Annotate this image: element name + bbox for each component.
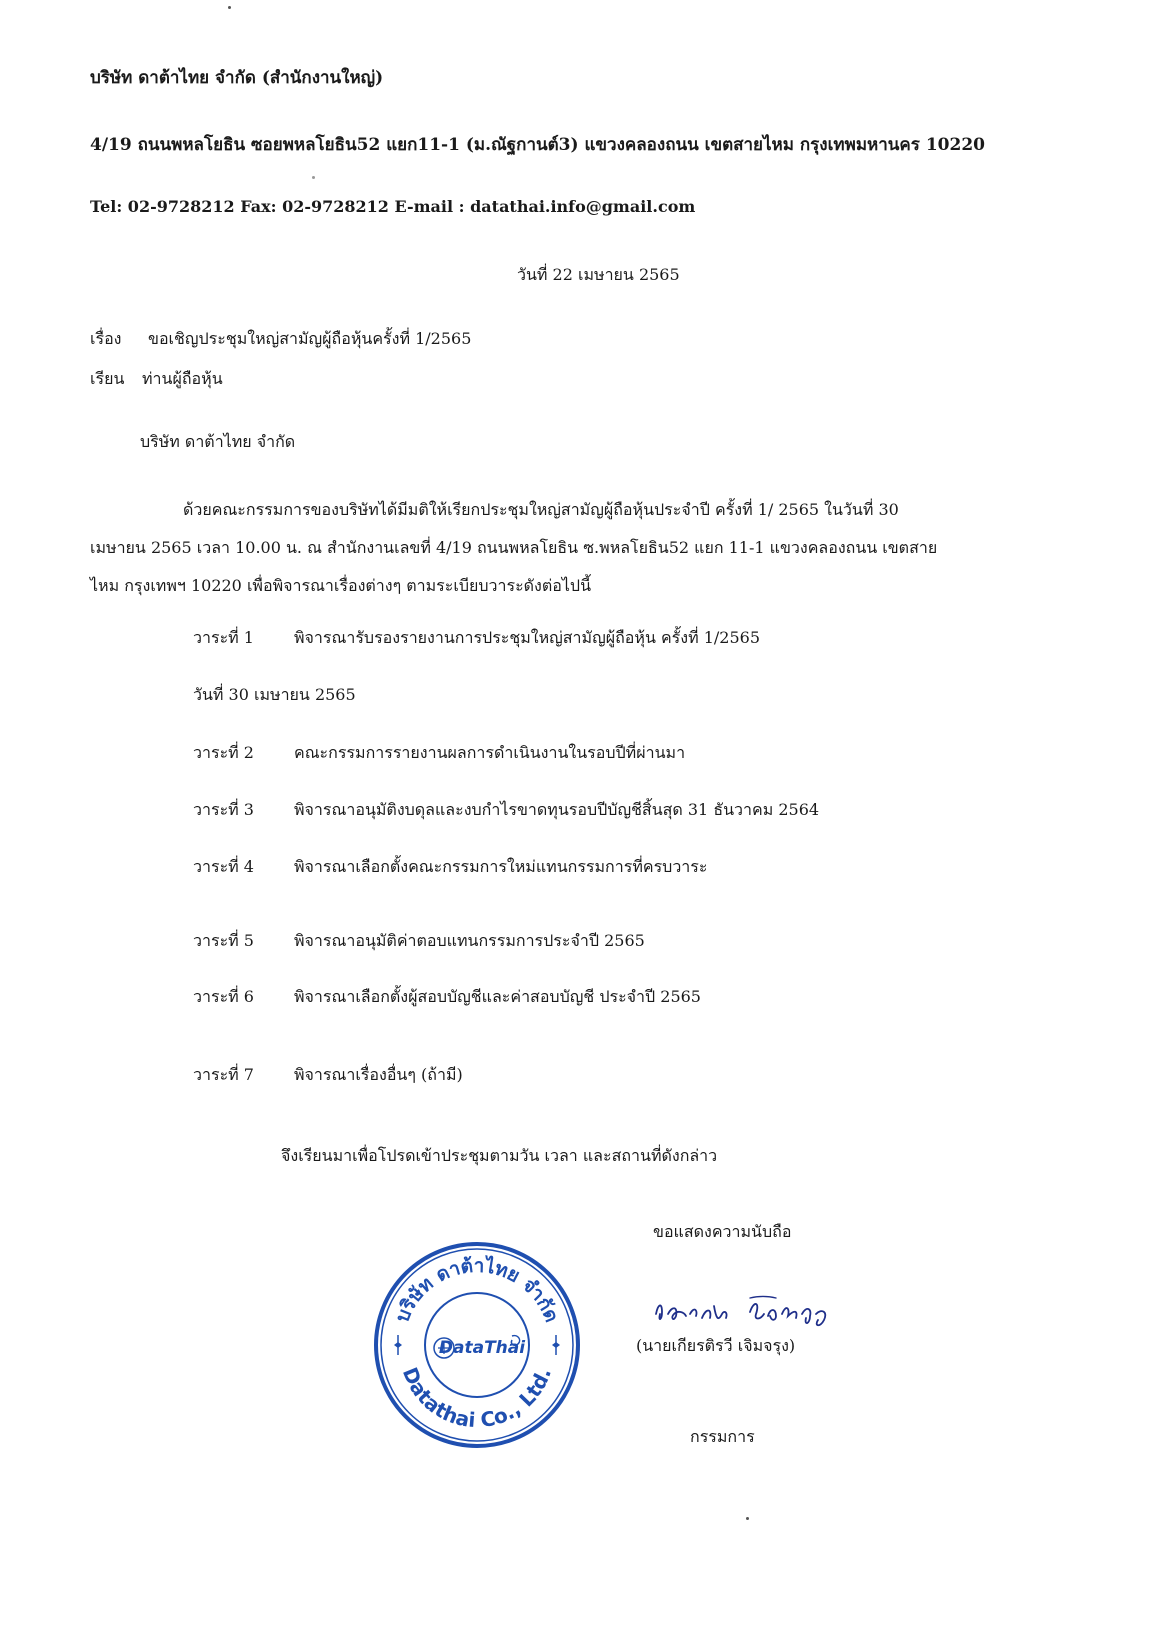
speck (312, 176, 315, 179)
agenda-item: พิจารณาเรื่องอื่นๆ (ถ้ามี) (294, 1065, 463, 1084)
agenda-number: วาระที่ 6 (193, 987, 254, 1006)
company-seal (372, 1240, 582, 1450)
seal-bottom-text: Datathai Co., Ltd. (397, 1363, 556, 1433)
speck (746, 1517, 749, 1520)
recipient-text: ท่านผู้ถือหุ้น (142, 369, 223, 388)
agenda-number: วาระที่ 7 (193, 1065, 254, 1084)
signatory-title: กรรมการ (690, 1427, 755, 1446)
agenda-item: พิจารณาอนุมัติค่าตอบแทนกรรมการประจำปี 2565 (294, 931, 645, 950)
agenda-number: วาระที่ 3 (193, 800, 254, 819)
agenda-number: วาระที่ 5 (193, 931, 254, 950)
agenda-item: พิจารณารับรองรายงานการประชุมใหญ่สามัญผู้ถือหุ้น ครั้งที่ 1/2565 (294, 628, 760, 647)
agenda-number: วาระที่ 2 (193, 743, 254, 762)
handwritten-signature (650, 1284, 850, 1332)
company-name: บริษัท ดาต้าไทย จำกัด (สำนักงานใหญ่) (90, 68, 384, 88)
body-line-1: ด้วยคณะกรรมการของบริษัทได้มีมติให้เรียกประชุมใหญ่สามัญผู้ถือหุ้นประจำปี ครั้งที่ 1/ 2565 ในวันที่ 30 (183, 500, 899, 519)
seal-star-icon (552, 1335, 560, 1355)
agenda-item: พิจารณาเลือกตั้งคณะกรรมการใหม่แทนกรรมการที่ครบวาระ (294, 857, 708, 876)
agenda-item: พิจารณาอนุมัติงบดุลและงบกำไรขาดทุนรอบปีบัญชีสิ้นสุด 31 ธันวาคม 2564 (294, 800, 820, 819)
seal-center-text: DataThai (438, 1338, 526, 1358)
recipient-label: เรียน (90, 369, 125, 388)
speck (228, 6, 231, 9)
subject-label: เรื่อง (90, 329, 122, 348)
seal-top-text: บริษัท ดาต้าไทย จำกัด (391, 1254, 563, 1326)
body-line-2: เมษายน 2565 เวลา 10.00 น. ณ สำนักงานเลขที่ 4/19 ถนนพหลโยธิน ซ.พหลโยธิน52 แยก 11-1 แขวงคลองถนน เขตสาย (90, 538, 938, 557)
agenda-item: พิจารณาเลือกตั้งผู้สอบบัญชีและค่าสอบบัญชี ประจำปี 2565 (294, 987, 701, 1006)
body-line-3: ไหม กรุงเทพฯ 10220 เพื่อพิจารณาเรื่องต่างๆ ตามระเบียบวาระดังต่อไปนี้ (90, 576, 592, 595)
subject-text: ขอเชิญประชุมใหญ่สามัญผู้ถือหุ้นครั้งที่ 1/2565 (148, 329, 472, 348)
letter-date: วันที่ 22 เมษายน 2565 (517, 265, 680, 284)
agenda-number: วาระที่ 4 (193, 857, 254, 876)
agenda-item-continuation: วันที่ 30 เมษายน 2565 (193, 685, 356, 704)
signatory-name: (นายเกียรติรวี เจิมจรุง) (636, 1336, 796, 1355)
closing-line: จึงเรียนมาเพื่อโปรดเข้าประชุมตามวัน เวลา และสถานที่ดังกล่าว (281, 1146, 718, 1165)
agenda-item: คณะกรรมการรายงานผลการดำเนินงานในรอบปีที่ผ่านมา (294, 743, 686, 762)
agenda-number: วาระที่ 1 (193, 628, 254, 647)
company-address: 4/19 ถนนพหลโยธิน ซอยพหลโยธิน52 แยก11-1 (ม.ณัฐกานต์3) แขวงคลองถนน เขตสายไหม กรุงเทพมหานคร 10220 (90, 135, 985, 155)
seal-star-icon (394, 1335, 402, 1355)
svg-text:Datathai Co., Ltd. (398, 1364, 556, 1432)
salutation: บริษัท ดาต้าไทย จำกัด (140, 432, 296, 451)
company-contact: Tel: 02-9728212 Fax: 02-9728212 E-mail : datathai.info@gmail.com (90, 197, 696, 216)
sign-off: ขอแสดงความนับถือ (653, 1222, 792, 1241)
